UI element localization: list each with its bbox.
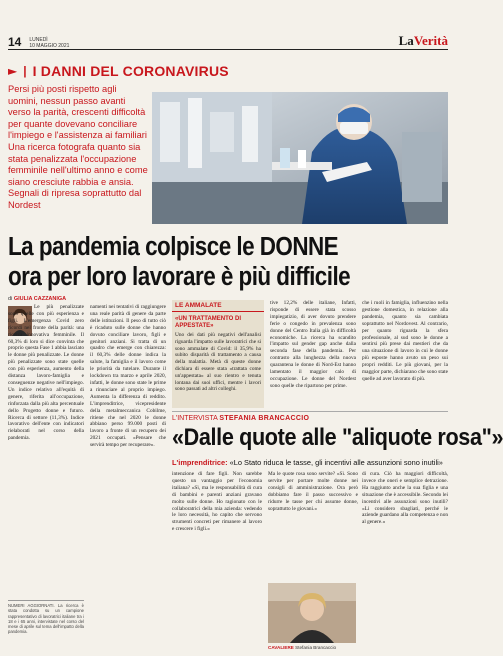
article-text-2: namenti nei tentativi di raggiungere una reale parità di genere da parte delle istituzioni. Il peso di tutto ciò è ricaduto sulle donne che hanno dovuto conciliare lavoro, figli e genitori anziani. Si tratta di un quadro che emerge con chiarezza: il 60,3% delle donne indica la salute, la famiglia e il lavoro come le priorità da tutelare. Durante il lockdown tra marzo e aprile 2020, infatti, le donne sono state le prime a rinunciare al proprio impiego. Aumenta la differenza di reddito. L'imprenditrice, vicepresidente della metalmeccanica Cobilme, ritiene che nel 2020 le donne abbiano perso 99.000 posti di lavoro a fronte di un recupero dei 2021 occupati. «Pensare che servirà tempo per recuperare». <box>90 304 166 449</box>
article-column-4 <box>270 300 356 406</box>
interview-tag: L'INTERVISTA <box>172 415 218 422</box>
issue-date <box>29 38 69 49</box>
interview-label <box>172 411 448 422</box>
article-column-5 <box>362 300 448 406</box>
caption-label: CAVALIERE <box>268 645 294 650</box>
article-column-2 <box>90 304 166 648</box>
interview-text-3: di cura. Ciò ha maggiori difficoltà, invece che oneri e semplice detrazione. Ha raggiunto anche la sua figlia e una situazione che è accessibile. Secondo lei incentivi alle assunzioni sono inutili? «Li considero sbagliati, perché le aziende guardano alla competenza e non al genere.» <box>362 471 448 526</box>
bars-icon: | <box>23 64 27 78</box>
lab-photo-illustration <box>152 92 448 224</box>
date-weekday: LUNEDÌ <box>29 37 48 43</box>
date-full: 10 MAGGIO 2021 <box>29 42 70 49</box>
interviewee-photo-illustration <box>268 583 356 643</box>
interview-column-3 <box>362 471 448 651</box>
interview-headline <box>172 424 503 452</box>
sidebar-body: Uno dei dati più negativi dell'analisi riguarda l'impatto sulle lavoratrici che si sono ammalate di Covid: il 35,9% ha subito disparità di trattamento a causa della malattia. Metà di queste donne dichiara di essere stata «trattata come un'appestata» al suo rientro e tenuta lontana dai suoi uffici, mentre i lavori sono passati ad altri colleghi. <box>175 332 261 393</box>
interview-name: STEFANIA BRANCACCIO <box>219 415 310 422</box>
article-text-5: che i ruoli in famiglia, influenzino nella gestione domestica, in relazione alla pandemia, quanto sia cambiata soprattutto nel Nordovest. Al contrario, per quanto riguarda la sfera professionale, al sud sono le donne a sentirsi più prese dai mestieri che da una situazione di lavoro in cui le donne più esposte hanno avuto un peso sui propri redditi. Le più giovani, per la maggior parte, dichiarano che sono state quelle ad aver lavorato di più. <box>362 300 448 382</box>
interview-text-2: Ma le quote rosa sono servite? «Sì. Sono servite per portare molte donne nei consigli di amministrazione. Ora però dobbiamo fare il passo successivo e ridurre le tasse per chi assume donne, soprattutto le giovani.» <box>268 471 358 512</box>
interview-column-1 <box>172 471 262 651</box>
byline-author: GIULIA CAZZANIGA <box>13 296 67 302</box>
headline-line-2: ora per loro lavorare è più difficile <box>8 263 351 291</box>
interview-text-1: intenzione di fare figli. Non sarebbe questo un vantaggio per l'economia italiana? «Sì, ma le responsabilità di cura di bambini e parenti anziani gravano molto sulle donne. Ho ragionato con le collaboratrici della mia azienda: vedendo le loro necessità, ho capito che servono strumenti concreti per rimanere al lavoro e crescere i figli.» <box>172 471 262 533</box>
sidebar-box <box>172 300 264 408</box>
methodology-box: NUMERI AGGIORNATI. La ricerca è stata condotta su un campione rappresentativo di lavoratrici italiane tra i 18 e i 65 anni, intervistate nel corso del mese di aprile sul tema dell'impatto della pandemia. <box>8 600 84 652</box>
page-header <box>8 30 448 50</box>
interview-sub-label: L'imprenditrice: <box>172 458 228 467</box>
interview-subheadline <box>172 458 448 467</box>
section-bar <box>8 63 229 79</box>
article-text-1: Le più penalizzate sono quelle con più esperienza e figli. L'emergenza Covid zero ricordi nel fronte della parità: una ricerca innovativa femminile. Il 60,3% di loro si dice convinta che proprio questa Fase 1 abbia lasciato le donne più penalizzate. Le donne più penalizzate sono state quelle con più esperienza, aumento della distanza lavoro-famiglia e conseguenze negative nell'impiego. Un indice relativo all'equità di genere, riferita all'occupazione, rinforzata dalla più alta percentuale dello Progetto donne e futuro. Ricerca di settore (11,3%). Indice lavorativo dell'ente con indicatori rielaborati nel corso della pandemia. <box>8 304 84 442</box>
main-headline <box>8 232 448 292</box>
interview-sub-text: «Lo Stato riduca le tasse, gli incentivi alle assunzioni sono inutili» <box>229 458 443 467</box>
arrow-right-icon: ► <box>8 64 18 78</box>
interviewee-photo <box>268 583 356 643</box>
page-number: 14 <box>8 35 22 49</box>
interviewee-caption <box>268 645 358 650</box>
headline-line-1: La pandemia colpisce le DONNE <box>8 233 339 261</box>
section-title: I DANNI DEL CORONAVIRUS <box>32 63 229 79</box>
logo-prefix: La <box>398 33 414 48</box>
byline-prefix: di <box>8 296 13 302</box>
newspaper-logo <box>399 33 448 49</box>
interview-quote: «Dalle quote alle "aliquote rosa"» <box>172 424 503 451</box>
logo-name: Verità <box>413 33 448 48</box>
article-text-4: tive 12,2% delle italiane, Infatti, risponde di essere stata scosso impiegatizio, di aver dovuto prendere ferie o congedo in prevalenza sono donne del Centro Italia già in difficoltà economiche. La ricerca ha scandito l'impatto sul gender gap anche dalla seconda fase della pandemia. Per contrasto alla lunghezza della nuova quarantena le donne di Nord-Est hanno lamentato il maggior calo di occupazione. Le donne del Nordest sono quelle che ripartono per prime. <box>270 300 356 389</box>
interview-column-2 <box>268 471 358 581</box>
caption-name: Stefania Brancaccio <box>295 645 337 650</box>
article-column-1 <box>8 304 84 600</box>
sidebar-label: LE AMMALATE <box>172 300 264 312</box>
sidebar-title: «UN TRATTAMENTO DI APPESTATE» <box>175 316 241 329</box>
lab-photo <box>152 92 448 224</box>
article-kicker: Persi più posti rispetto agli uomini, nessun passo avanti verso la parità, crescenti difficoltà per quante dovevano conciliare l'impiego e l'assistenza ai familiari Una ricerca fotografa quanto sia stata penalizzata l'occupazione femminile nell'ultimo anno e come siano cresciute rabbia e ansia. Segnali di ripresa soprattutto dal Nordest <box>8 84 148 210</box>
byline <box>8 296 66 302</box>
